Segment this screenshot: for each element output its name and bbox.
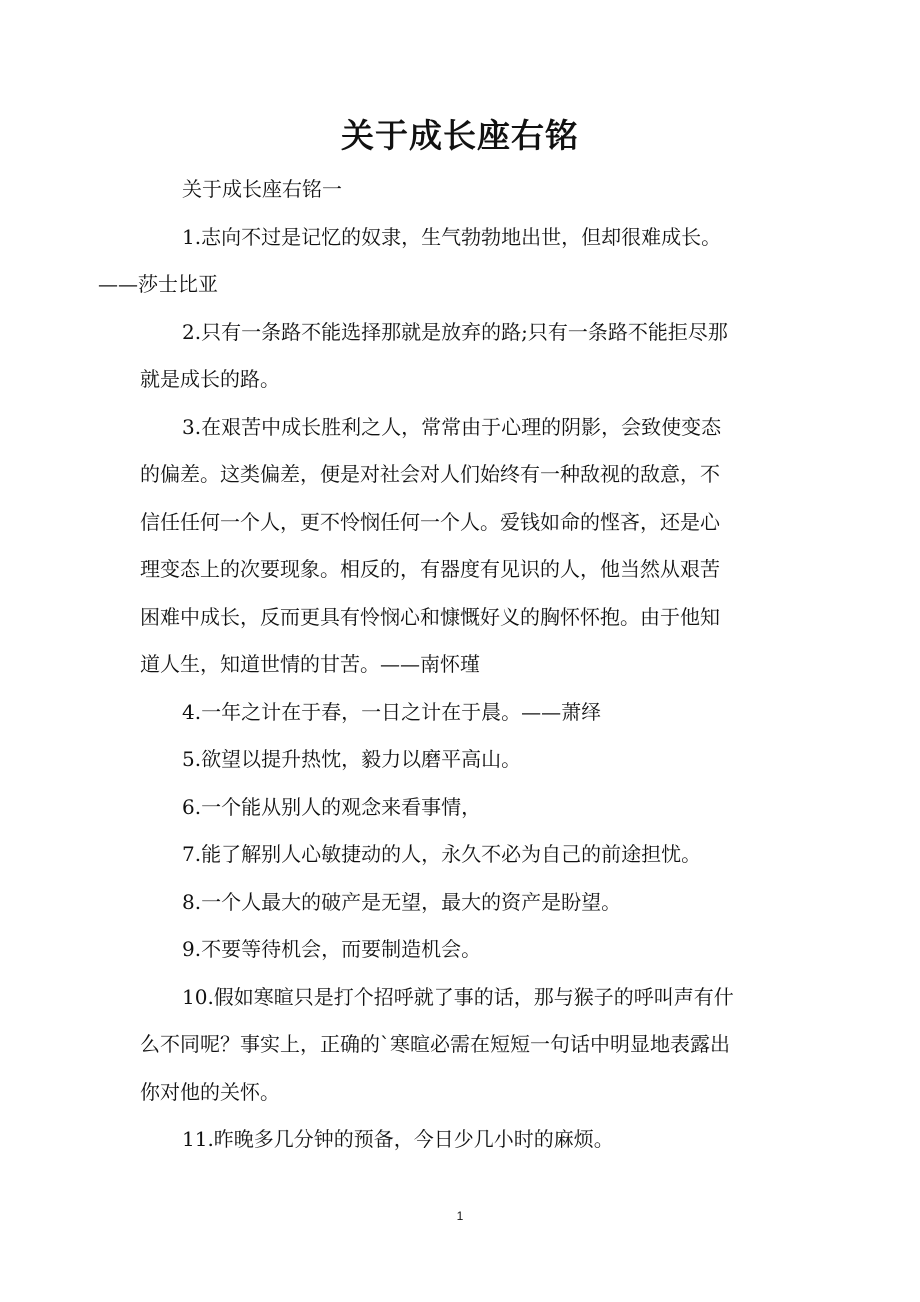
document-body [98, 166, 785, 1164]
quote-paragraph [140, 689, 785, 737]
quote-line: ——莎士比亚 [98, 272, 218, 296]
quote-line: 8.一个人最大的破产是无望，最大的资产是盼望。 [182, 889, 622, 914]
quote-line: 的偏差。这类偏差，便是对社会对人们始终有一种敌视的敌意，不 [140, 462, 720, 486]
quote-line: 1.志向不过是记忆的奴隶，生气勃勃地出世，但却很难成长。 [182, 224, 722, 249]
quote-line: 6.一个能从别人的观念来看事情， [182, 794, 482, 819]
section-heading: 关于成长座右铭一 [182, 177, 342, 201]
quote-line: 5.欲望以提升热忱，毅力以磨平高山。 [182, 747, 522, 771]
document-title: 关于成长座右铭 [341, 116, 579, 155]
quote-line: 你对他的关怀。 [140, 1079, 280, 1104]
quote-paragraph [140, 309, 785, 404]
quote-line: 3.在艰苦中成长胜利之人，常常由于心理的阴影，会致使变态 [182, 414, 722, 439]
quote-paragraph [140, 831, 785, 879]
quote-line: 信任任何一个人，更不怜悯任何一个人。爱钱如命的悭吝，还是心 [140, 509, 720, 534]
quote-paragraph [140, 974, 785, 1117]
quote-paragraph [140, 879, 785, 927]
quote-line: 么不同呢？事实上，正确的`寒暄必需在短短一句话中明显地表露出 [140, 1032, 730, 1056]
quote-paragraph [140, 404, 785, 689]
quote-line: 7.能了解别人心敏捷动的人，永久不必为自己的前途担忧。 [182, 842, 702, 866]
quote-line: 9.不要等待机会，而要制造机会。 [182, 937, 482, 961]
quote-line: 4.一年之计在于春，一日之计在于晨。——萧绎 [182, 699, 602, 724]
quote-line: 理变态上的次要现象。相反的，有器度有见识的人，他当然从艰苦 [140, 557, 720, 581]
quote-line: 2.只有一条路不能选择那就是放弃的路;只有一条路不能拒尽那 [182, 319, 728, 344]
quote-line: 11.昨晚多几分钟的预备，今日少几小时的麻烦。 [182, 1127, 614, 1151]
quote-paragraph [140, 784, 785, 832]
quote-paragraph [140, 926, 785, 974]
quote-paragraph [140, 736, 785, 784]
page-number: 1 [456, 1209, 464, 1223]
quote-line: 10.假如寒暄只是打个招呼就了事的话，那与猴子的呼叫声有什 [182, 984, 734, 1009]
quote-line: 就是成长的路。 [140, 367, 280, 391]
quote-paragraph [140, 1116, 785, 1164]
quote-paragraph [98, 214, 785, 309]
quote-line: 困难中成长，反而更具有怜悯心和慷慨好义的胸怀怀抱。由于他知 [140, 604, 720, 629]
quote-line: 道人生，知道世情的甘苦。——南怀瑾 [140, 652, 480, 676]
